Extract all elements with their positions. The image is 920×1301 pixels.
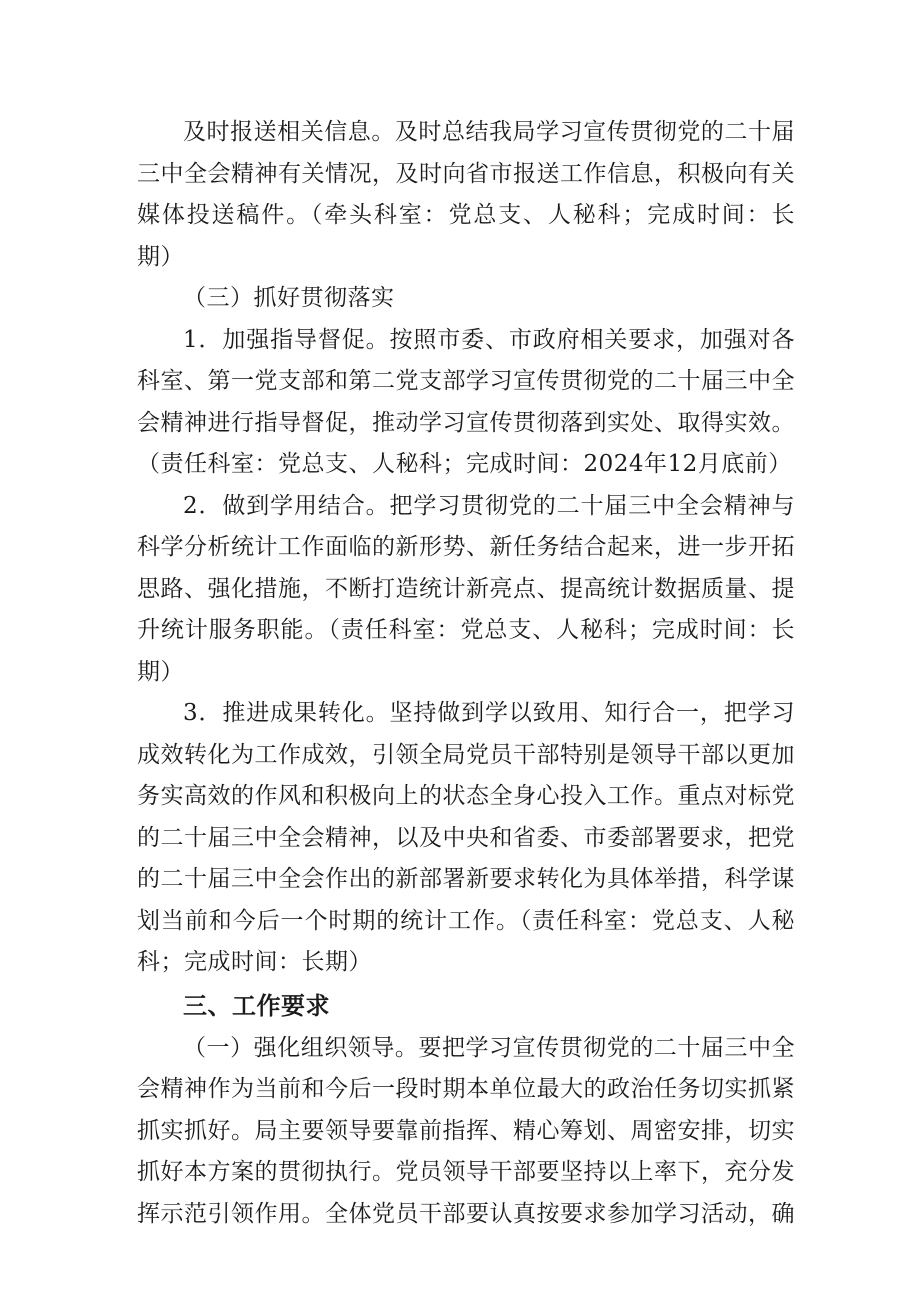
paragraph-item-3: 3．推进成果转化。坚持做到学以致用、知行合一，把学习成效转化为工作成效，引领全局党员干部特别是领导干部以更加务实高效的作风和积极向上的状态全身心投入工作。重点对标党的二十届三中全会精神，以及中央和省委、市委部署要求，把党的二十届三中全会作出的新部署新要求转化为具体举措，科学谋划当前和今后一个时期的统计工作。（责任科室：党总支、人秘科；完成时间：长期）	[137, 700, 795, 975]
document-body	[137, 112, 795, 1235]
subheading-implementation: （三）抓好贯彻落实	[183, 285, 395, 311]
section-heading-requirements: 三、工作要求	[183, 991, 330, 1020]
paragraph-continued: 及时报送相关信息。及时总结我局学习宣传贯彻党的二十届三中全会精神有关情况，及时向省市报送工作信息，积极向有关媒体投送稿件。（牵头科室：党总支、人秘科；完成时间：长期）	[137, 119, 795, 270]
paragraph-item-2: 2．做到学用结合。把学习贯彻党的二十届三中全会精神与科学分析统计工作面临的新形势、新任务结合起来，进一步开拓思路、强化措施，不断打造统计新亮点、提高统计数据质量、提升统计服务职能。（责任科室：党总支、人秘科；完成时间：长期）	[137, 492, 795, 685]
paragraph-requirement-1: （一）强化组织领导。要把学习宣传贯彻党的二十届三中全会精神作为当前和今后一段时期本单位最大的政治任务切实抓紧抓实抓好。局主要领导要靠前指挥、精心筹划、周密安排，切实抓好本方案的贯彻执行。党员领导干部要坚持以上率下，充分发挥示范引领作用。全体党员干部要认真按要求参加学习活动，确	[137, 1034, 795, 1227]
paragraph-item-1: 1．加强指导督促。按照市委、市政府相关要求，加强对各科室、第一党支部和第二党支部学习宣传贯彻党的二十届三中全会精神进行指导督促，推动学习宣传贯彻落到实处、取得实效。（责任科室：党总支、人秘科；完成时间：2024年12月底前）	[137, 326, 795, 477]
